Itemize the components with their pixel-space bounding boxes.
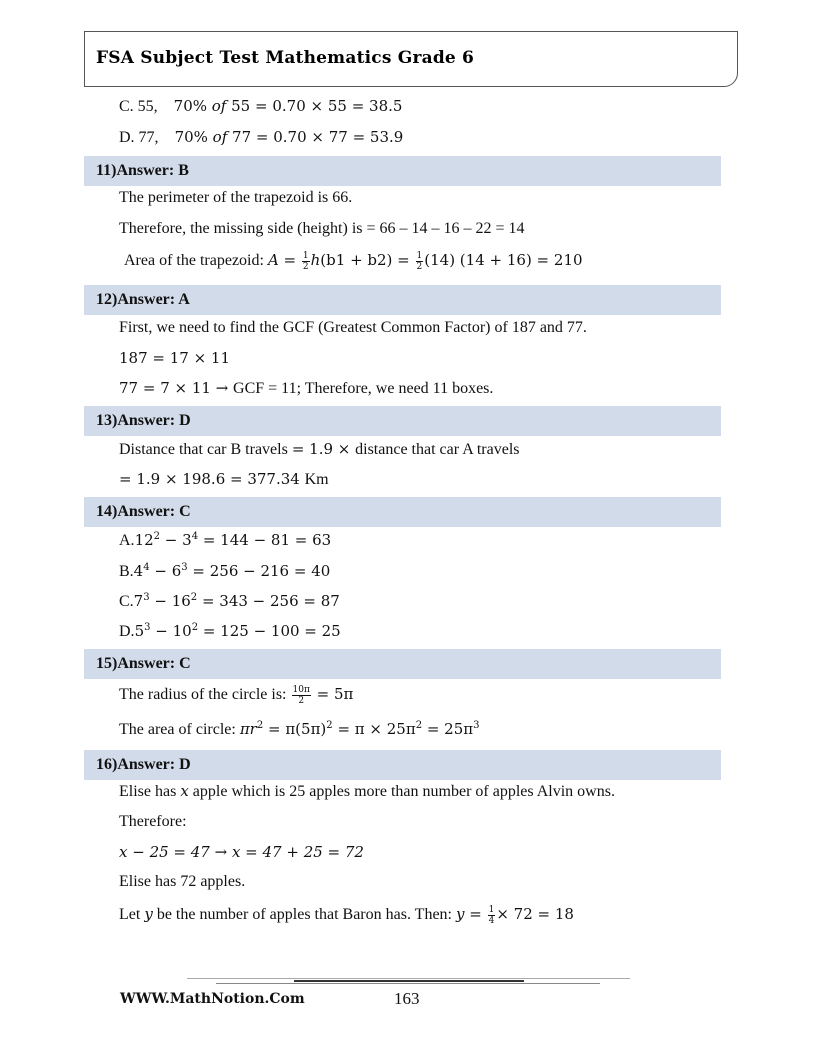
q10-c-rest: 55 = 0.70 × 55 = 38.5 bbox=[226, 97, 403, 115]
q16-answer-header: 16)Answer: D bbox=[96, 756, 191, 773]
q14-b-exp1: 4 bbox=[143, 562, 150, 573]
q10-d-expr: 70% bbox=[174, 128, 213, 146]
q12-factorization: 77 = 7 × 11 → bbox=[119, 379, 234, 397]
q11-area-label: Area of the trapezoid: bbox=[124, 252, 268, 269]
q11-result: (14) (14 + 16) = 210 bbox=[424, 251, 583, 269]
q14-b-label: B. bbox=[119, 563, 134, 580]
q14-a-base1: 12 bbox=[134, 531, 154, 549]
q14-option-c bbox=[119, 591, 340, 612]
q15-area-de: 3 bbox=[473, 720, 480, 731]
footer-website: WWW.MathNotion.Com bbox=[120, 991, 305, 1007]
q14-d-base1: 5 bbox=[134, 622, 145, 640]
q11-frac-num: 1 bbox=[302, 250, 309, 261]
q16-var-y: y bbox=[144, 905, 153, 923]
q14-c-base1: 7 bbox=[133, 592, 144, 610]
q15-radius-fraction bbox=[292, 685, 311, 706]
q14-c-result: = 343 − 256 = 87 bbox=[197, 592, 340, 610]
q10-d-rest: 77 = 0.70 × 77 = 53.9 bbox=[227, 128, 404, 146]
footer-rule-light bbox=[187, 978, 630, 979]
q16-var-x: x bbox=[180, 782, 189, 800]
q13-line-1 bbox=[119, 439, 520, 460]
q11-frac-den: 2 bbox=[302, 261, 309, 272]
q13-answer-header: 13)Answer: D bbox=[96, 412, 191, 429]
q16-text-b: apple which is 25 apples more than number of apples Alvin owns. bbox=[188, 783, 615, 800]
q14-c-exp1: 3 bbox=[143, 592, 150, 603]
q15-area-c: = π × 25π bbox=[332, 720, 416, 738]
q11-line-3 bbox=[124, 250, 583, 272]
q13-line-2 bbox=[119, 469, 329, 490]
q11-half-fraction-2 bbox=[416, 251, 424, 272]
q15-line-2 bbox=[119, 719, 480, 740]
q14-d-base2: − 10 bbox=[150, 622, 192, 640]
page-title: FSA Subject Test Mathematics Grade 6 bbox=[96, 48, 475, 68]
q14-option-a bbox=[119, 530, 331, 551]
q11-answer-header: 11)Answer: B bbox=[96, 162, 189, 179]
q15-line-1 bbox=[119, 684, 353, 706]
q14-b-result: = 256 − 216 = 40 bbox=[187, 562, 331, 580]
q14-d-exp1: 3 bbox=[144, 622, 151, 633]
q15-radius-result: = 5π bbox=[311, 685, 354, 703]
q15-area-ae: 2 bbox=[256, 720, 264, 731]
q14-a-label: A. bbox=[119, 532, 135, 549]
footer-rule-dark bbox=[294, 980, 524, 982]
q11-frac2-den: 2 bbox=[416, 261, 423, 272]
q16-line-2: Therefore: bbox=[119, 813, 187, 830]
q12-answer-header: 12)Answer: A bbox=[96, 291, 190, 308]
q16-quarter-fraction bbox=[488, 905, 496, 926]
q11-frac2-num: 1 bbox=[416, 250, 423, 261]
q14-d-exp2: 2 bbox=[191, 622, 199, 633]
q14-d-label: D. bbox=[119, 623, 135, 640]
q11-var-a: A bbox=[267, 251, 279, 269]
page-number: 163 bbox=[394, 989, 420, 1008]
q14-b-base1: 4 bbox=[133, 562, 144, 580]
q15-radius-label: The radius of the circle is: bbox=[119, 686, 291, 703]
q16-frac-den: 4 bbox=[488, 915, 495, 926]
q14-c-label: C. bbox=[119, 593, 134, 610]
q11-bases: (b1 + b2) = bbox=[320, 251, 415, 269]
q16-eq: = bbox=[464, 905, 487, 923]
q15-area-ce: 2 bbox=[415, 720, 423, 731]
q14-a-exp1: 2 bbox=[153, 531, 161, 542]
q14-b-exp2: 3 bbox=[181, 562, 188, 573]
q13-calc: = 1.9 × 198.6 = 377.34 bbox=[119, 470, 305, 488]
q10-c-expr: 70% bbox=[173, 97, 212, 115]
q10-c-of: of bbox=[211, 97, 227, 115]
q15-area-b: = π(5π) bbox=[263, 720, 327, 738]
q14-option-b bbox=[119, 561, 330, 582]
q16-line-1 bbox=[119, 781, 615, 802]
q13-math-b: = 1.9 × bbox=[291, 440, 356, 458]
q15-area-be: 2 bbox=[326, 720, 333, 731]
q15-area-label: The area of circle: bbox=[119, 721, 240, 738]
q10-d-of: of bbox=[212, 128, 228, 146]
q16-line-3: x − 25 = 47 → x = 47 + 25 = 72 bbox=[119, 843, 364, 861]
q14-c-base2: − 16 bbox=[149, 592, 191, 610]
q15-area-d: = 25π bbox=[422, 720, 474, 738]
q16-baron-text: be the number of apples that Baron has. Then: bbox=[152, 906, 456, 923]
footer-rule-mid bbox=[216, 983, 600, 984]
q15-frac-num: 10π bbox=[292, 684, 310, 695]
q12-line-1: First, we need to find the GCF (Greatest Common Factor) of 187 and 77. bbox=[119, 319, 587, 336]
q10-c-lead: C. 55, bbox=[119, 98, 158, 115]
q14-a-base2: − 3 bbox=[160, 531, 192, 549]
q16-var-y2: y bbox=[456, 905, 465, 923]
q11-half-fraction bbox=[302, 251, 310, 272]
q10-d-lead: D. 77, bbox=[119, 129, 159, 146]
q16-let: Let bbox=[119, 906, 145, 923]
q14-option-d bbox=[119, 621, 341, 642]
q13-text-c: distance that car A travels bbox=[355, 441, 520, 458]
q10-option-d bbox=[119, 127, 403, 148]
q14-answer-header: 14)Answer: C bbox=[96, 503, 191, 520]
q15-answer-header: 15)Answer: C bbox=[96, 655, 191, 672]
q15-area-a: πr bbox=[239, 720, 257, 738]
q16-line-5 bbox=[119, 904, 574, 926]
q11-line-1: The perimeter of the trapezoid is 66. bbox=[119, 189, 353, 206]
q12-conclusion: GCF = 11; Therefore, we need 11 boxes. bbox=[233, 380, 494, 397]
q16-text-a: Elise has bbox=[119, 783, 181, 800]
q13-text-a: Distance that car B travels bbox=[119, 441, 292, 458]
q11-eq: = bbox=[278, 251, 301, 269]
q11-var-h: h bbox=[310, 251, 321, 269]
q13-unit: Km bbox=[304, 471, 329, 488]
q14-b-base2: − 6 bbox=[149, 562, 182, 580]
q14-d-result: = 125 − 100 = 25 bbox=[198, 622, 341, 640]
q16-result: × 72 = 18 bbox=[496, 905, 574, 923]
q11-line-2: Therefore, the missing side (height) is = 66 – 14 – 16 – 22 = 14 bbox=[119, 220, 525, 237]
q16-line-4: Elise has 72 apples. bbox=[119, 873, 246, 890]
q15-frac-den: 2 bbox=[298, 695, 305, 706]
q14-a-result: = 144 − 81 = 63 bbox=[198, 531, 332, 549]
q14-a-exp2: 4 bbox=[191, 531, 199, 542]
q14-c-exp2: 2 bbox=[190, 592, 198, 603]
q12-line-2: 187 = 17 × 11 bbox=[119, 349, 231, 367]
q10-option-c bbox=[119, 96, 402, 117]
q16-frac-num: 1 bbox=[488, 904, 495, 915]
q12-line-3 bbox=[119, 378, 493, 399]
